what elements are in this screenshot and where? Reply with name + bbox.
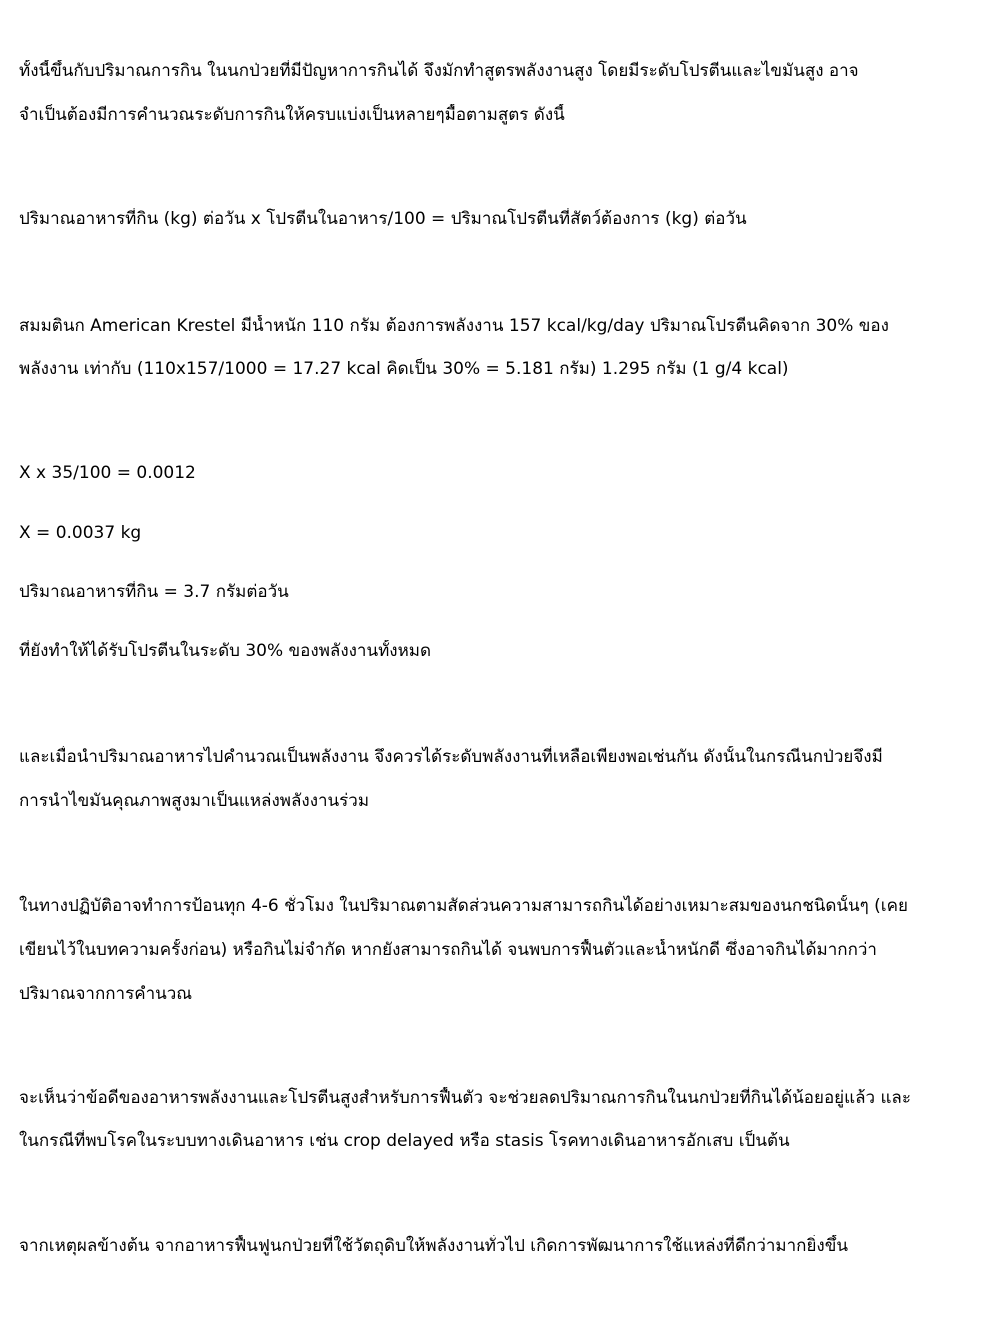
- calculation-line-2: X = 0.0037 kg: [19, 523, 142, 543]
- paragraph-intro-line-1: ทั้งนี้ขึ้นกับปริมาณการกิน ในนกป่วยที่มีปัญหาการกินได้ จึงมักทำสูตรพลังงานสูง โดยมีระดับโปรตีนและไขมันสูง อาจ: [19, 61, 859, 81]
- paragraph-practice-line-1: ในทางปฏิบัติอาจทำการป้อนทุก 4-6 ชั่วโมง ในปริมาณตามสัดส่วนความสามารถกินได้อย่างเหมาะสมของนกชนิดนั้นๆ (เคย: [19, 896, 908, 916]
- paragraph-practice-line-2: เขียนไว้ในบทความครั้งก่อน) หรือกินไม่จำกัด หากยังสามารถกินได้ จนพบการฟื้นตัวและน้ำหนักดี ซึ่งอาจกินได้มากกว่า: [19, 940, 877, 960]
- paragraph-example-line-1: สมมตินก American Krestel มีน้ำหนัก 110 กรัม ต้องการพลังงาน 157 kcal/kg/day ปริมาณโปรตีนคิดจาก 30% ของ: [19, 316, 889, 336]
- paragraph-conclusion-line-1: จากเหตุผลข้างต้น จากอาหารฟื้นฟูนกป่วยที่ใช้วัตถุดิบให้พลังงานทั่วไป เกิดการพัฒนาการใช้แหล่งที่ดีกว่ามากยิ่งขึ้น: [19, 1236, 848, 1256]
- formula-line: ปริมาณอาหารที่กิน (kg) ต่อวัน x โปรตีนในอาหาร/100 = ปริมาณโปรตีนที่สัตว์ต้องการ (kg) ต่อวัน: [19, 209, 747, 229]
- paragraph-advantage-line-1: จะเห็นว่าข้อดีของอาหารพลังงานและโปรตีนสูงสำหรับการฟื้นตัว จะช่วยลดปริมาณการกินในนกป่วยที่กินได้น้อยอยู่แล้ว และ: [19, 1088, 911, 1108]
- paragraph-energy-line-1: และเมื่อนำปริมาณอาหารไปคำนวณเป็นพลังงาน จึงควรได้ระดับพลังงานที่เหลือเพียงพอเช่นกัน ดังนั้นในกรณีนกป่วยจึงมี: [19, 747, 883, 767]
- paragraph-energy-line-2: การนำไขมันคุณภาพสูงมาเป็นแหล่งพลังงานร่วม: [19, 791, 370, 811]
- calculation-line-4: ที่ยังทำให้ได้รับโปรตีนในระดับ 30% ของพลังงานทั้งหมด: [19, 641, 432, 661]
- paragraph-advantage-line-2: ในกรณีที่พบโรคในระบบทางเดินอาหาร เช่น crop delayed หรือ stasis โรคทางเดินอาหารอักเสบ เป็นต้น: [19, 1131, 790, 1151]
- paragraph-intro-line-2: จำเป็นต้องมีการคำนวณระดับการกินให้ครบแบ่งเป็นหลายๆมื้อตามสูตร ดังนี้: [19, 105, 565, 125]
- calculation-line-1: X x 35/100 = 0.0012: [19, 463, 196, 483]
- paragraph-practice-line-3: ปริมาณจากการคำนวณ: [19, 984, 193, 1004]
- paragraph-example-line-2: พลังงาน เท่ากับ (110x157/1000 = 17.27 kcal คิดเป็น 30% = 5.181 กรัม) 1.295 กรัม (1 g/4 kcal): [19, 359, 789, 379]
- calculation-line-3: ปริมาณอาหารที่กิน = 3.7 กรัมต่อวัน: [19, 582, 289, 602]
